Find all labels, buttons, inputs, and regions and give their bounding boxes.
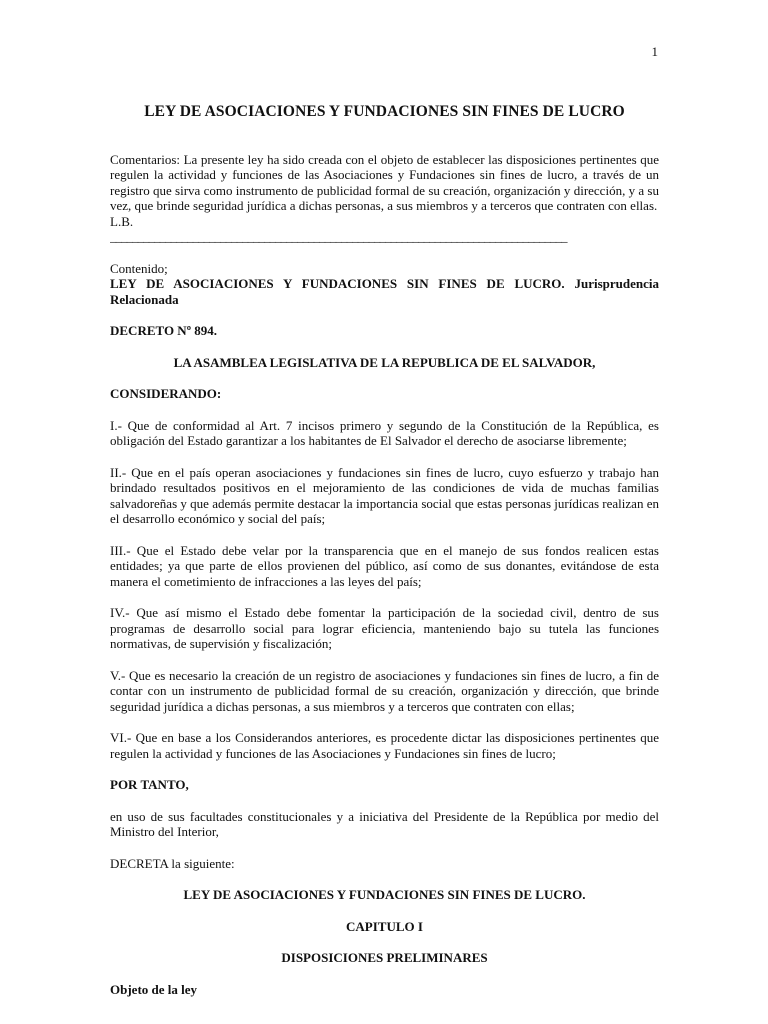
por-tanto-heading: POR TANTO, <box>110 777 189 792</box>
capitulo-heading: CAPITULO I <box>346 918 423 934</box>
page-number: 1 <box>651 44 658 59</box>
decreto-number: DECRETO Nº 894. <box>110 323 217 338</box>
document-title: LEY DE ASOCIACIONES Y FUNDACIONES SIN FINES DE LUCRO <box>144 103 625 120</box>
considerando-heading: CONSIDERANDO: <box>110 386 222 401</box>
objeto-heading: Objeto de la ley <box>110 981 198 997</box>
comentarios-paragraph: Comentarios: La presente ley ha sido creada con el objeto de establecer las disposiciones pertinentes que regulen la actividad y funciones de las Asociaciones y Fundaciones sin fines de lucro, a través de un registro que sirva como instrumento de publicidad formal de su creación, organización y dirección, y a su vez, que brinde seguridad jurídica a dichas personas, a sus miembros y a terceros que contraten con ellas. <box>110 151 659 213</box>
ley-title: LEY DE ASOCIACIONES Y FUNDACIONES SIN FINES DE LUCRO. <box>183 887 586 902</box>
considerando-item-3: III.- Que el Estado debe velar por la transparencia que en el manejo de sus fondos realicen estas entidades; ya que parte de ellos provienen del público, así como de sus donantes, evitándose de esta manera el cometimiento de infracciones a las leyes del país; <box>110 542 659 589</box>
disposiciones-heading: DISPOSICIONES PRELIMINARES <box>281 950 488 965</box>
considerando-item-4: IV.- Que así mismo el Estado debe fomentar la participación de la sociedad civil, dentro de sus programas de desarrollo social para lograr eficiencia, manteniendo bajo su tutela las funciones normativas, de supervisión y fiscalización; <box>110 605 659 651</box>
considerando-item-1: I.- Que de conformidad al Art. 7 incisos primero y segundo de la Constitución de la República, es obligación del Estado garantizar a los habitantes de El Salvador el derecho de asociarse libremente; <box>110 417 659 448</box>
considerando-item-2: II.- Que en el país operan asociaciones y fundaciones sin fines de lucro, cuyo esfuerzo y trabajo han brindado resultados positivos en el mejoramiento de las condiciones de vida de muchas familias salvadoreñas y que además permite destacar la importancia social que estas personas jurídicas realizan en el desarrollo económico y social del país; <box>110 464 659 526</box>
en-uso-paragraph: en uso de sus facultades constitucionales y a iniciativa del Presidente de la República por medio del Ministro del Interior, <box>110 808 659 839</box>
separator-line: ___________________________________________________________________________________ <box>110 229 567 244</box>
author-initials: L.B. <box>110 213 134 229</box>
asamblea-heading: LA ASAMBLEA LEGISLATIVA DE LA REPUBLICA DE EL SALVADOR, <box>173 354 596 370</box>
considerando-item-6: VI.- Que en base a los Considerandos anteriores, es procedente dictar las disposiciones pertinentes que regulen la actividad y funciones de las Asociaciones y Fundaciones sin fines de lucro; <box>110 730 659 761</box>
contenido-label: Contenido; <box>110 260 168 276</box>
contenido-link[interactable]: LEY DE ASOCIACIONES Y FUNDACIONES SIN FINES DE LUCRO. Jurisprudencia Relacionada <box>110 276 659 307</box>
document-body <box>110 104 659 1013</box>
considerando-item-5: V.- Que es necesario la creación de un registro de asociaciones y fundaciones sin fines de lucro, a fin de contar con un instrumento de publicidad formal de su creación, organización y dirección, que brinde seguridad jurídica a dichas personas, a sus miembros y a terceros que contraten con ellas; <box>110 667 659 714</box>
decreta-paragraph: DECRETA la siguiente: <box>110 855 235 871</box>
